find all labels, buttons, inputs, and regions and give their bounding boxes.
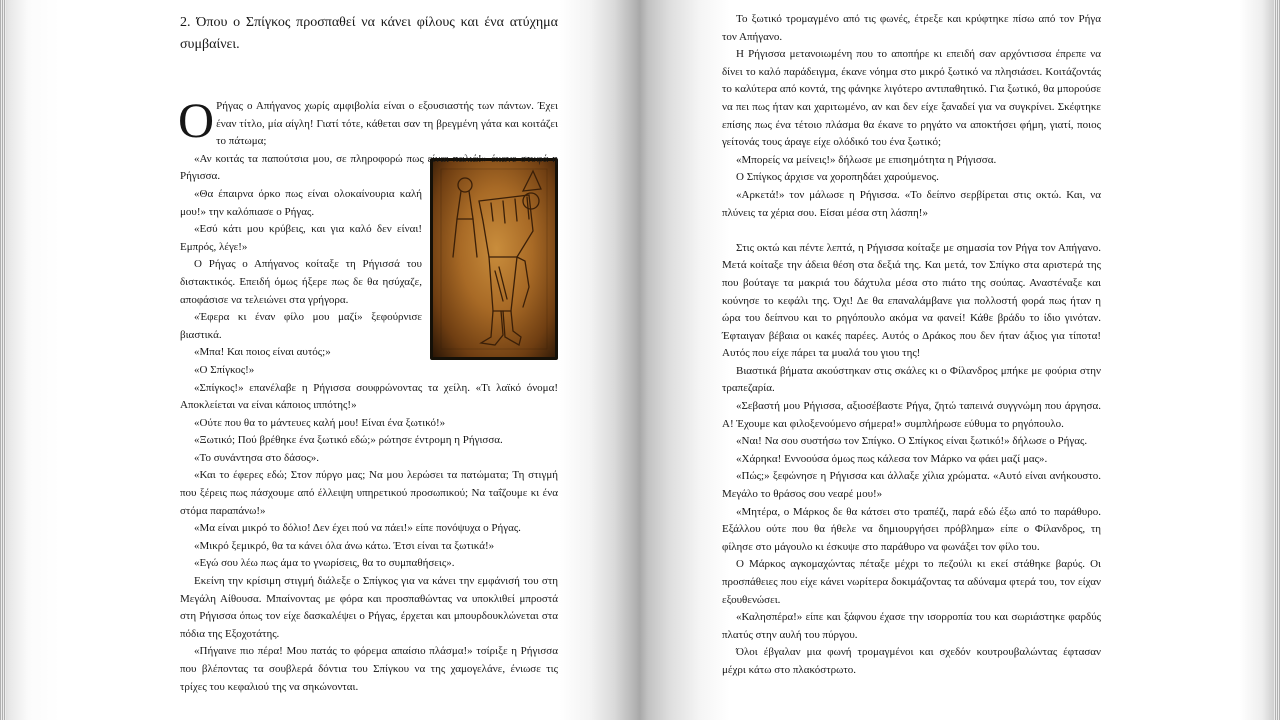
paragraph: «Θα έπαιρνα όρκο πως είναι ολοκαίνουρια καλή μου!» την καλόπιασε ο Ρήγας. (180, 187, 422, 218)
right-page (640, 0, 1280, 720)
paragraph: «Έφερα κι έναν φίλο μου μαζί» ξεφούρνισε βιαστικά. (180, 311, 422, 341)
left-text-column (178, 92, 558, 696)
paragraph: «Σπίγκος!» επανέλαβε η Ρήγισσα σουφρώνοντας τα χείλη. «Τι λαϊκό όνομα! Αποκλείεται να είναι κάποιος ιππότης!» (180, 381, 558, 412)
paragraph: Ο Ρήγας ο Απήγανος κοίταξε τη Ρήγισσά του διστακτικός. Επειδή όμως ήξερε πως δε θα ησύχαζε, αποφάσισε να τελειώνει στα γρήγορα. (180, 258, 422, 306)
paragraph: Ο Σπίγκος άρχισε να χοροπηδάει χαρούμενος. (736, 171, 939, 184)
paragraph: «Σεβαστή μου Ρήγισσα, αξιοσέβαστε Ρήγα, ζητώ ταπεινά συγγνώμη που άργησα. Α! Έχουμε και φιλοξενούμενο σήμερα!» συμπλήρωσε εύθυμα το ρηγόπουλο. (722, 400, 1101, 430)
paragraph: «Μα είναι μικρό το δόλιο! Δεν έχει πού να πάει!» είπε πονόψυχα ο Ρήγας. (194, 522, 521, 535)
right-text-column (722, 11, 1101, 680)
paragraph: Βιαστικά βήματα ακούστηκαν στις σκάλες κι ο Φίλανδρος μπήκε με φούρια στην τραπεζαρία. (722, 364, 1101, 395)
paragraph: Η Ρήγισσα μετανοιωμένη που το αποπήρε κι επειδή σαν αρχόντισσα έπρεπε να δίνει το καλό παράδειγμα, έκανε νόημα στο μικρό ξωτικό να πλησιάσει. Κοιτάζοντάς το καλύτερα από κοντά, της φάνηκε λιγότερο αντιπαθητικό. Για ξωτικό, θα μπορούσε να πει πως ήταν και χαριτωμένο, αν και δεν είχε ξαναδεί για να συγκρίνει. Σκέφτηκε επίσης πως ένα τέτοιο πλάσμα θα έκανε το ρηγάτο να αποκτήσει φήμη, γιατί, ποιος γείτονάς τους άραγε είχε ολόδικό του ένα ξωτικό; (722, 48, 1101, 149)
paragraph: «Μικρό ξεμικρό, θα τα κάνει όλα άνω κάτω. Έτσι είναι τα ξωτικά!» (194, 539, 495, 552)
paragraph: Στις οκτώ και πέντε λεπτά, η Ρήγισσα κοίταξε με σημασία τον Ρήγα τον Απήγανο. Μετά κοίταξε την άδεια θέση στα δεξιά της. Και μετά, τον Σπίγκο στα αριστερά της που βούταγε τα μακριά του δάχτυλα μέσα στο πιάτο της σούπας. Αναστέναξε και κούνησε το κεφάλι της. Όχι! Δε θα επαναλάμβανε για πολλοστή φορά πως ήταν η ώρα του δείπνου και το ρηγόπουλο ακόμα να φανεί! Κάθε βράδυ το ίδιο γινόταν. Έφταιγαν βέβαια οι κακές παρέες. Αυτός ο Δράκος που δεν ήταν άξιος για τίποτα! Αυτός που είχε πάρει τα μυαλά του γιου της! (722, 241, 1101, 360)
paragraph: «Το συνάντησα στο δάσος». (194, 451, 319, 464)
paragraph: «Πώς;» ξεφώνησε η Ρήγισσα και άλλαξε χίλια χρώματα. «Αυτό είναι ανήκουστο. Μεγάλο το θράσος σου νεαρέ μου!» (722, 470, 1101, 501)
paragraph: «Πήγαινε πιο πέρα! Μου πατάς το φόρεμα απαίσιο πλάσμα!» τσίριξε η Ρήγισσα που βλέποντας τα σουβλερά δόντια του Σπίγκου να της χαμογελάνε, ένιωσε τις τρίχες του κεφαλιού της να σηκώνονται. (180, 645, 558, 693)
paragraph: «Αρκετά!» τον μάλωσε η Ρήγισσα. «Το δείπνο σερβίρεται στις οκτώ. Και, να πλύνεις τα χέρια σου. Είσαι μέσα στη λάσπη!» (722, 188, 1101, 219)
paragraph: «Μπα! Και ποιος είναι αυτός;» (194, 346, 331, 359)
chapter-heading: 2. Όπου ο Σπίγκος προσπαθεί να κάνει φίλους και ένα ατύχημα συμβαίνει. (180, 15, 558, 52)
paragraph: «Καλησπέρα!» είπε και ξάφνου έχασε την ισορροπία του και σωριάστηκε φαρδύς πλατύς στην αυλή του πύργου. (722, 611, 1101, 641)
paragraph: «Αν κοιτάς τα παπούτσια μου, σε πληροφορώ πως είναι παλιά!» έκανε στυφά η Ρήγισσα. (180, 152, 558, 183)
paragraph: «Και το έφερες εδώ; Στον πύργο μας; Να μου λερώσει τα πατώματα; Τη στιγμή που ξέρεις πως πάσχουμε από έλλειψη υπηρετικού προσωπικού; Να ταΐζουμε κι ένα στόμα παραπάνω!» (180, 469, 558, 517)
sketch-illustration-icon (430, 158, 558, 360)
paragraph: «Ξωτικό; Πού βρέθηκε ένα ξωτικό εδώ;» ρώτησε έντρομη η Ρήγισσα. (194, 434, 503, 447)
paragraph: «Ναι! Να σου συστήσω τον Σπίγκο. Ο Σπίγκος είναι ξωτικό!» δήλωσε ο Ρήγας. (736, 435, 1088, 448)
paragraph: «Ο Σπίγκος!» (194, 363, 255, 376)
drop-cap: Ο (178, 92, 215, 148)
paragraph: Εκείνη την κρίσιμη στιγμή διάλεξε ο Σπίγκος για να κάνει την εμφάνισή του στη Μεγάλη Αίθουσα. Μπαίνοντας με φόρα και προσπαθώντας να υποκλιθεί μπροστά στη Ρήγισσα όπως τον είχε δασκαλέψει ο Ρήγας, έρχεται και μπουρδουκλώνεται στα πόδια της Εξοχοτάτης. (180, 575, 558, 640)
paragraph: «Εσύ κάτι μου κρύβεις, και για καλό δεν είναι! Εμπρός, λέγε!» (180, 223, 422, 253)
paragraph: Όλοι έβγαλαν μια φωνή τρομαγμένοι και σχεδόν κουτρουβαλώντας έφτασαν μέχρι κάτω στο πλακόστρωτο. (722, 646, 1101, 676)
paragraph: Το ξωτικό τρομαγμένο από τις φωνές, έτρεξε και κρύφτηκε πίσω από τον Ρήγα τον Απήγανο. (722, 13, 1101, 43)
paragraph: «Εγώ σου λέω πως άμα το γνωρίσεις, θα το συμπαθήσεις». (194, 557, 455, 570)
paragraph: Ο Μάρκος αγκομαχώντας πέταξε μέχρι το πεζούλι κι εκεί στάθηκε βαρύς. Οι προσπάθειες που είχε κάνει νωρίτερα δοκιμάζοντας τα αδύναμα φτερά του, τον είχαν εξουθενώσει. (722, 558, 1101, 606)
paragraph: «Χάρηκα! Εννοούσα όμως πως κάλεσα τον Μάρκο να φάει μαζί μας». (736, 452, 1048, 465)
paragraph: Ο Ρήγας ο Απήγανος χωρίς αμφιβολία είναι ο εξουσιαστής των πάντων. Έχει έναν τίτλο, μία αίγλη! Γιατί τότε, κάθεται σαν τη βρεγμένη γάτα και κοιτάζει το πάτωμα; (178, 92, 558, 148)
paragraph: «Ούτε που θα το μάντευες καλή μου! Είναι ένα ξωτικό!» (194, 416, 446, 429)
paragraph: «Μητέρα, ο Μάρκος δε θα κάτσει στο τραπέζι, παρά εδώ έξω από το παράθυρο. Εξάλλου ούτε που θα ήθελε να δημιουργήσει πρόβλημα» είπε ο Φίλανδρος, τη φίλησε στο μάγουλο κι έσκυψε στο παράθυρο να φωνάξει τον φίλο του. (722, 505, 1101, 553)
page-edge-left (0, 0, 6, 720)
page-edge-right (1274, 0, 1280, 720)
paragraph: «Μπορείς να μείνεις!» δήλωσε με επισημότητα η Ρήγισσα. (736, 153, 997, 166)
